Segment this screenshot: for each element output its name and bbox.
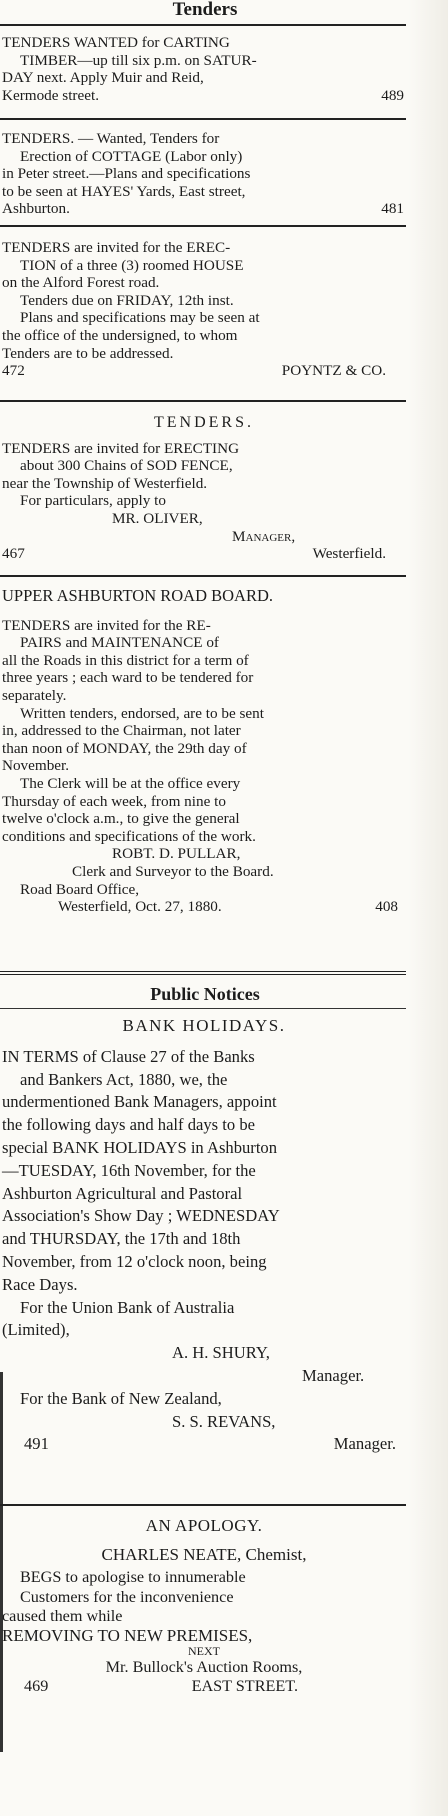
section-divider	[0, 971, 406, 978]
ad-text: Manager.	[333, 1434, 396, 1454]
ad-line: twelve o'clock a.m., to give the general	[2, 810, 240, 828]
ad-line: Written tenders, endorsed, are to be sent	[20, 704, 264, 722]
ad-line: Plans and specifications may be seen at	[20, 309, 260, 327]
ad-line: the office of the undersigned, to whom	[2, 326, 238, 344]
ad-line	[2, 1433, 406, 1456]
ad-line: Mr. Bullock's Auction Rooms,	[105, 1658, 303, 1677]
ad-line: BEGS to apologise to innumerable	[20, 1568, 246, 1587]
ad-line	[2, 545, 406, 563]
ad-line: Clerk and Surveyor to the Board.	[72, 862, 274, 880]
ad-line: A. H. SHURY,	[172, 1343, 270, 1363]
ad-number: 491	[24, 1434, 49, 1454]
ad-line: about 300 Chains of SOD FENCE,	[20, 457, 233, 475]
ad-line: Tenders due on FRIDAY, 12th inst.	[20, 291, 234, 309]
ad-house-erection	[0, 227, 410, 400]
ad-line: and Bankers Act, 1880, we, the	[20, 1069, 228, 1089]
ad-line: IN TERMS of Clause 27 of the Banks	[2, 1046, 255, 1066]
ad-text: Ashburton.	[2, 200, 70, 218]
ad-line: For the Union Bank of Australia	[20, 1297, 235, 1317]
ad-line: November, from 12 o'clock noon, being	[2, 1251, 267, 1271]
ad-line: November.	[2, 757, 70, 775]
ad-line	[2, 1677, 406, 1696]
ad-line: than noon of MONDAY, the 29th day of	[2, 739, 247, 757]
ad-text: EAST STREET.	[191, 1677, 298, 1696]
ad-line: Manager,	[232, 527, 296, 545]
ad-line: Association's Show Day ; WEDNESDAY	[2, 1206, 280, 1226]
ad-line: (Limited),	[2, 1320, 70, 1340]
ad-line: caused them while	[2, 1606, 123, 1625]
ad-line: conditions and specifications of the work.	[2, 827, 256, 845]
ad-line: For particulars, apply to	[20, 492, 166, 510]
ad-text: TENDERS WANTED for CARTING	[2, 34, 230, 51]
ad-line: NEXT	[188, 1644, 220, 1659]
ad-title: AN APOLOGY.	[145, 1516, 263, 1535]
ad-line: TENDERS are invited for the RE-	[2, 616, 211, 634]
ad-text: Westerfield.	[312, 545, 386, 563]
ad-line: in Peter street.—Plans and specifications	[2, 165, 251, 183]
ad-cottage-tenders	[0, 120, 410, 225]
ad-text: Kermode street.	[2, 86, 99, 104]
ad-line: Race Days.	[2, 1274, 78, 1294]
ad-line: to be seen at HAYES' Yards, East street,	[2, 182, 246, 200]
ad-line: near the Township of Westerfield.	[2, 474, 208, 492]
ad-line: and THURSDAY, the 17th and 18th	[2, 1229, 241, 1249]
ad-sod-fence	[0, 402, 410, 575]
ad-number: 481	[381, 200, 404, 218]
ad-line: For the Bank of New Zealand,	[20, 1388, 222, 1408]
ad-line	[2, 28, 406, 52]
public-notices-heading: Public Notices	[150, 984, 260, 1004]
ad-line: —TUESDAY, 16th November, for the	[2, 1160, 256, 1180]
ad-carting-timber	[0, 26, 410, 118]
ad-bank-holidays	[0, 1009, 410, 1504]
ad-apology	[0, 1506, 410, 1751]
ad-line: in, addressed to the Chairman, not later	[2, 722, 241, 740]
ad-line: Manager.	[302, 1365, 365, 1385]
ad-number: 467	[2, 545, 25, 563]
ad-line: separately.	[2, 686, 67, 704]
ad-signature: POYNTZ & CO.	[281, 362, 386, 380]
ad-line: Thursday of each week, from nine to	[2, 792, 226, 810]
ad-line: TENDERS are invited for the EREC-	[2, 239, 231, 256]
ad-line: MR. OLIVER,	[112, 509, 203, 527]
ad-line	[2, 362, 406, 380]
ad-line: three years ; each ward to be tendered for	[2, 669, 254, 687]
ad-line: REMOVING TO NEW PREMISES,	[2, 1626, 253, 1646]
ad-line: The Clerk will be at the office every	[20, 774, 241, 792]
ad-line: S. S. REVANS,	[172, 1411, 276, 1431]
ad-line: ROBT. D. PULLAR,	[112, 845, 241, 863]
ad-line: DAY next. Apply Muir and Reid,	[2, 69, 204, 87]
ad-line: Customers for the inconvenience	[20, 1587, 234, 1606]
ad-line: TENDERS. — Wanted, Tenders for	[2, 130, 220, 147]
ad-text: Westerfield, Oct. 27, 1880.	[58, 898, 222, 916]
ad-line: TENDERS are invited for ERECTING	[2, 439, 240, 457]
ad-number: 469	[24, 1677, 49, 1696]
ad-title: UPPER ASHBURTON ROAD BOARD.	[2, 586, 274, 605]
ad-number: 472	[2, 362, 25, 380]
ad-line: TION of a three (3) roomed HOUSE	[20, 256, 244, 274]
ad-line	[2, 200, 406, 218]
ad-line: PAIRS and MAINTENANCE of	[20, 634, 219, 652]
ad-line: the following days and half days to be	[2, 1115, 255, 1135]
ad-line: Road Board Office,	[20, 880, 140, 898]
ad-line: CHARLES NEATE, Chemist,	[101, 1545, 307, 1565]
ad-line	[2, 898, 406, 916]
tenders-heading: Tenders	[172, 0, 238, 20]
ad-number: 489	[381, 86, 404, 104]
ad-line: special BANK HOLIDAYS in Ashburton	[2, 1137, 278, 1157]
ad-line: Erection of COTTAGE (Labor only)	[20, 147, 243, 165]
ad-title: TENDERS.	[154, 414, 254, 431]
adjacent-column-bleed	[408, 0, 448, 1816]
ad-road-board	[0, 577, 410, 971]
ad-line: Tenders are to be addressed.	[2, 344, 174, 362]
ad-line: undermentioned Bank Managers, appoint	[2, 1092, 277, 1112]
ad-number: 408	[375, 898, 398, 916]
ad-title: BANK HOLIDAYS.	[122, 1016, 286, 1035]
ad-line: all the Roads in this district for a term of	[2, 651, 249, 669]
ad-line: Ashburton Agricultural and Pastoral	[2, 1183, 243, 1203]
ad-line	[2, 87, 406, 105]
ad-line: on the Alford Forest road.	[2, 274, 160, 292]
ad-line: TIMBER—up till six p.m. on SATUR-	[20, 51, 257, 69]
